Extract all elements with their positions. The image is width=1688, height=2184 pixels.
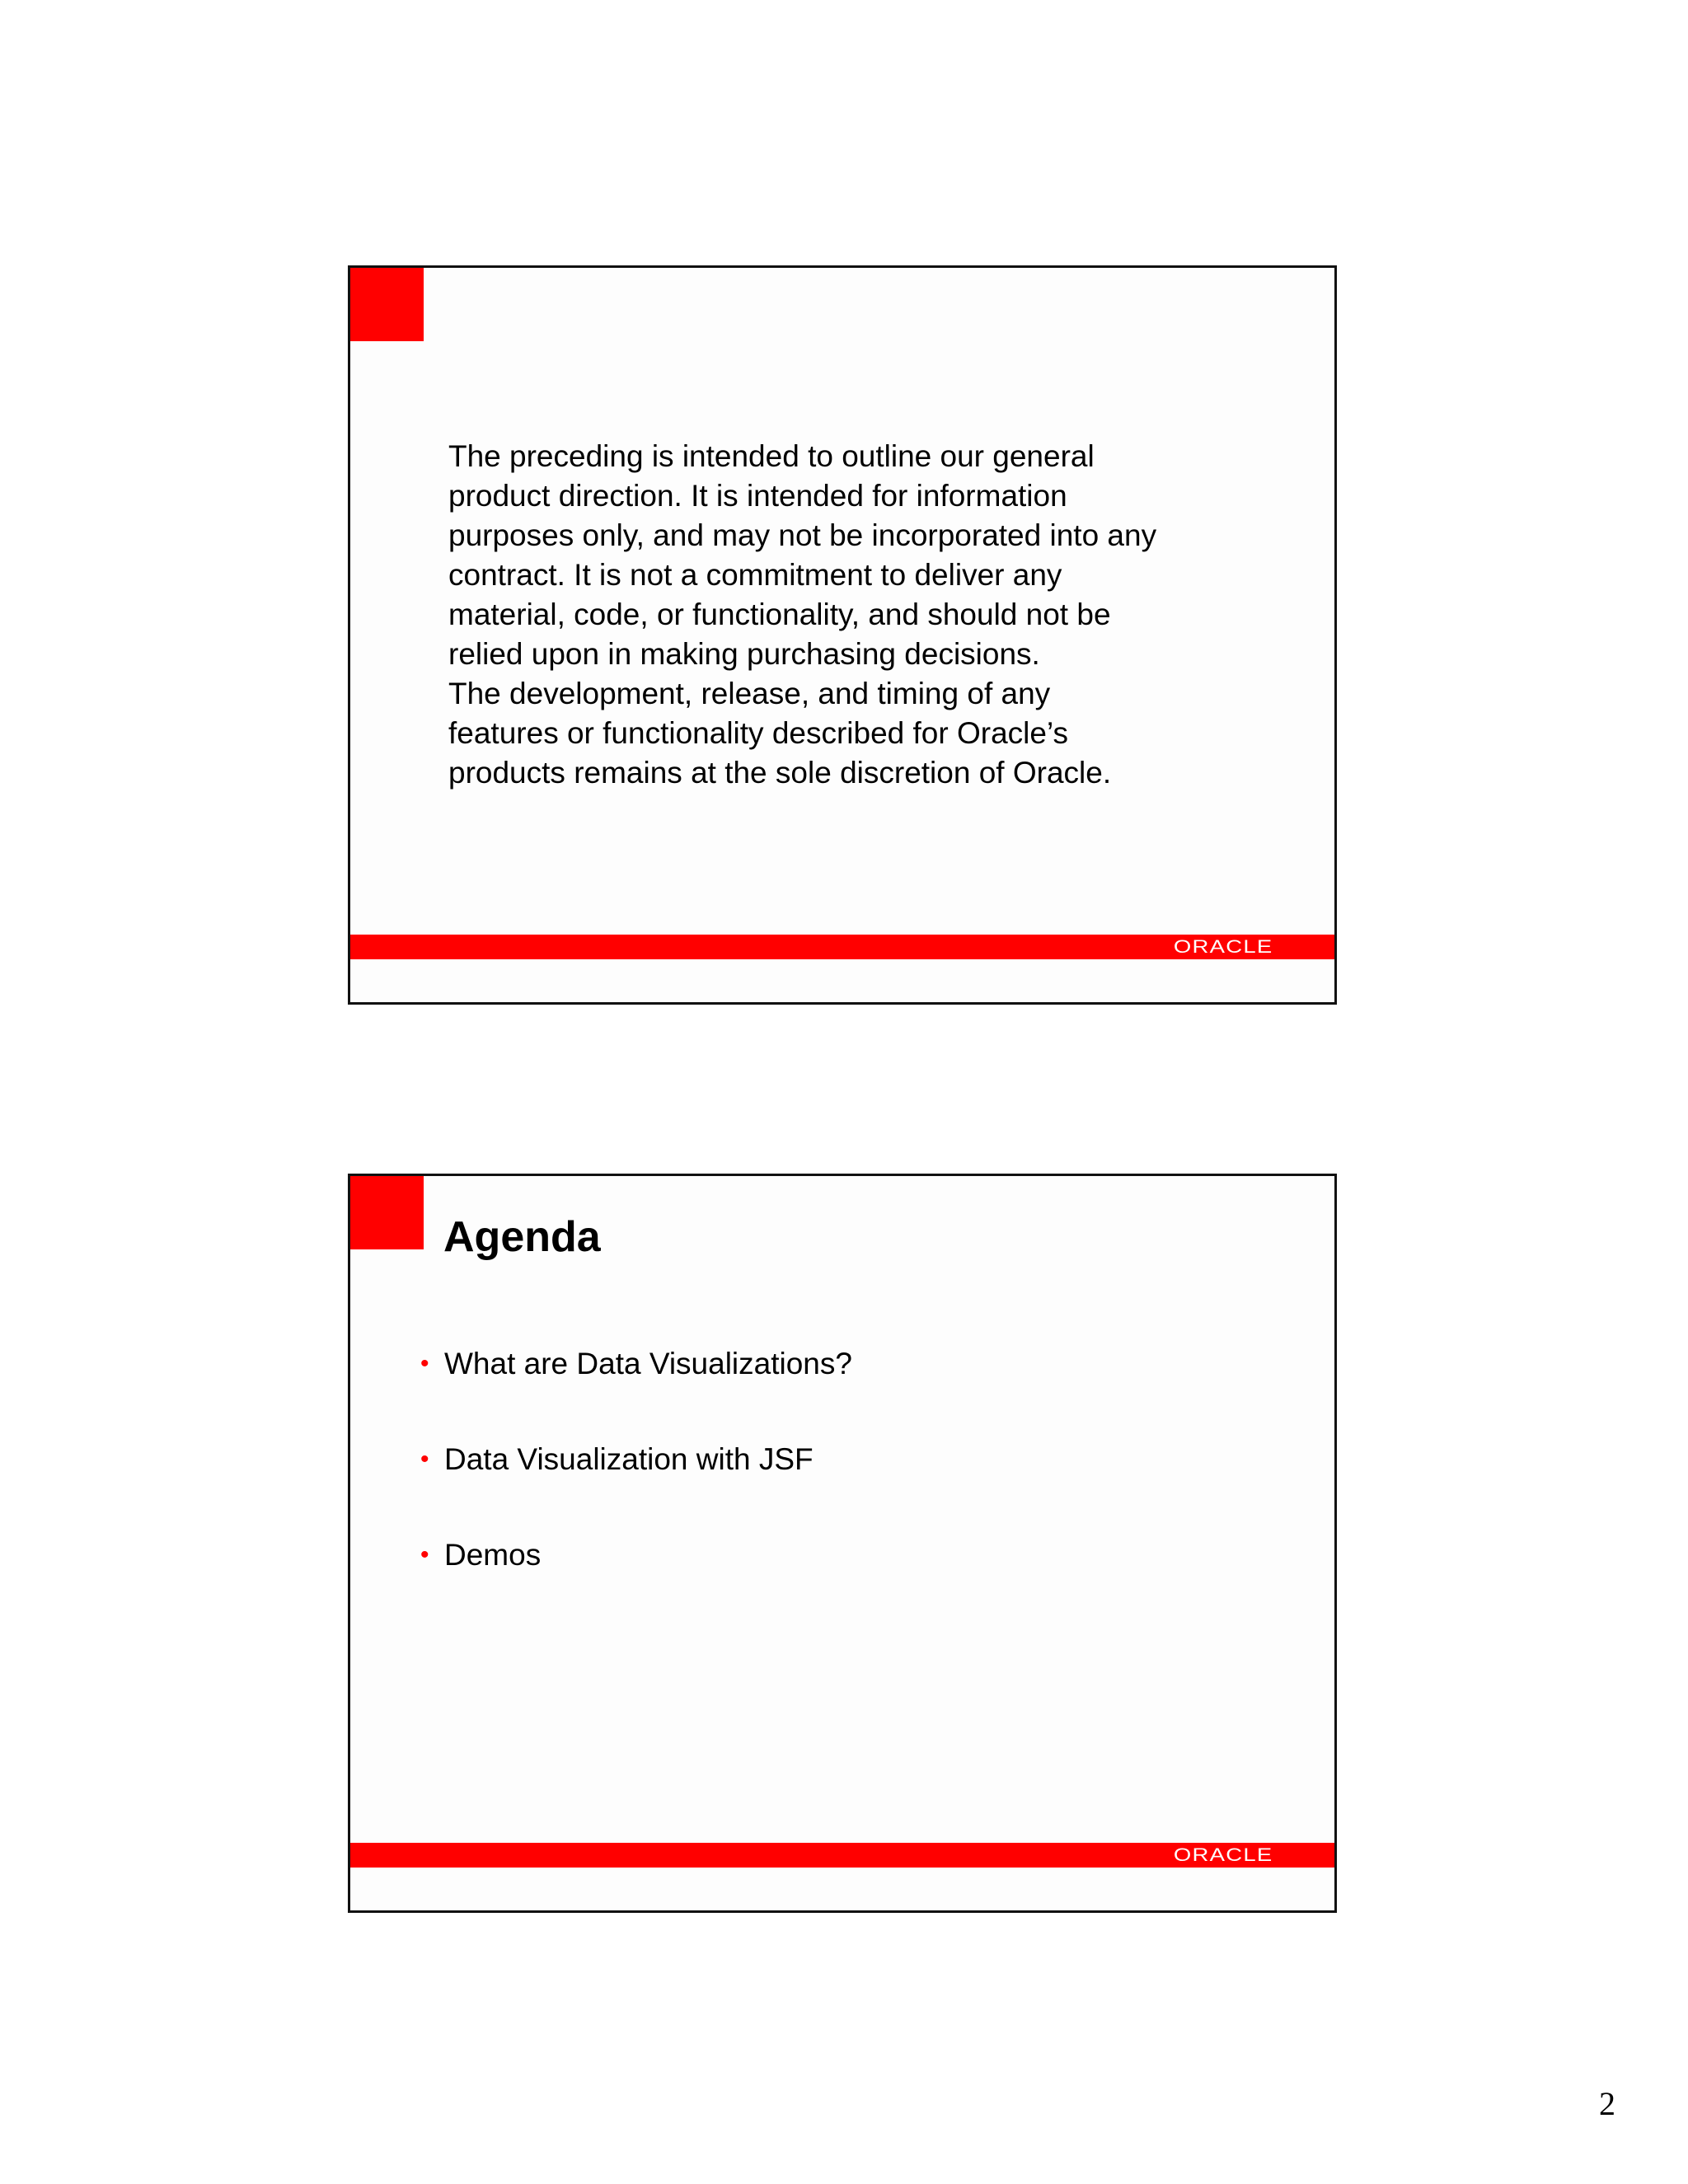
agenda-item-label: What are Data Visualizations?: [444, 1347, 852, 1380]
bullet-icon: •: [420, 1446, 429, 1473]
agenda-item: [420, 1344, 852, 1384]
red-corner-accent: [350, 1176, 424, 1249]
bullet-icon: •: [420, 1350, 429, 1377]
agenda-item: [420, 1535, 852, 1575]
slide-disclaimer: [348, 265, 1337, 1005]
agenda-item: [420, 1440, 852, 1479]
agenda-list: [420, 1344, 852, 1631]
footer-bar: [350, 935, 1334, 959]
oracle-logo: ORACLE: [1173, 936, 1273, 957]
slide-title: Agenda: [443, 1213, 601, 1261]
oracle-logo: ORACLE: [1173, 1844, 1273, 1865]
page-number: 2: [1599, 2085, 1615, 2122]
slide-agenda: [348, 1174, 1337, 1913]
footer-bar: [350, 1843, 1334, 1868]
red-corner-accent: [350, 268, 424, 341]
agenda-item-label: Demos: [444, 1538, 542, 1572]
bullet-icon: •: [420, 1541, 429, 1568]
disclaimer-text: The preceding is intended to outline our general product direction. It is intended for information purposes only, and may not be incorporated into any contract. It is not a commitment to deliver any material, code, or functionality, and should not be relied upon in making purchasing decisions. The development, release, and timing of any features or functionality described for Oracle’s products remains at the sole discretion of Oracle.: [448, 439, 1157, 790]
agenda-item-label: Data Visualization with JSF: [444, 1442, 814, 1476]
